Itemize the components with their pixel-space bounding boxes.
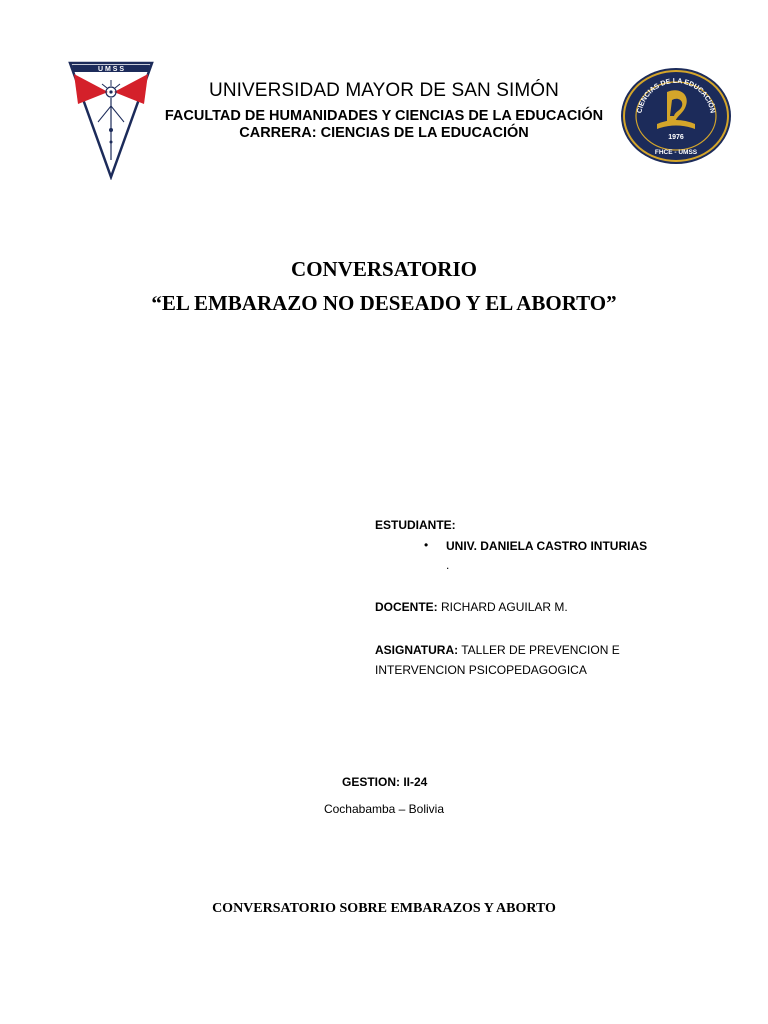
umss-logo-text: U M S S (97, 66, 125, 73)
subject-label: ASIGNATURA: (375, 643, 459, 657)
faculty-name: FACULTAD DE HUMANIDADES Y CIENCIAS DE LA EDUCACIÓN (164, 108, 604, 124)
student-label: ESTUDIANTE: (375, 518, 456, 532)
teacher-value: RICHARD AGUILAR M. (441, 600, 568, 614)
section-title: CONVERSATORIO SOBRE EMBARAZOS Y ABORTO (212, 901, 556, 916)
document-subtitle: “EL EMBARAZO NO DESEADO Y EL ABORTO” (151, 291, 617, 315)
student-name: UNIV. DANIELA CASTRO INTURIAS (446, 539, 648, 553)
seal-year-text: 1976 (668, 134, 684, 141)
student-trailing-dot: . (446, 558, 450, 572)
gestion-line: GESTION: II-24 (342, 775, 428, 789)
teacher-line (375, 600, 568, 614)
teacher-label: DOCENTE: (375, 600, 438, 614)
faculty-block (0, 108, 768, 142)
career-name: CARRERA: CIENCIAS DE LA EDUCACIÓN (239, 125, 529, 141)
bullet-icon: • (424, 538, 429, 552)
subject-value: TALLER DE PREVENCION E INTERVENCION PSICOPEDAGOGICA (375, 643, 620, 677)
document-title: CONVERSATORIO (291, 257, 477, 281)
seal-ring-top-text: CIENCIAS DE LA EDUCACIÓN (636, 77, 716, 114)
subject-line (375, 640, 635, 680)
seal-ring-bottom-text: FHCE - UMSS (654, 149, 698, 156)
university-name: UNIVERSIDAD MAYOR DE SAN SIMÓN (209, 80, 559, 101)
place-line: Cochabamba – Bolivia (323, 802, 445, 816)
